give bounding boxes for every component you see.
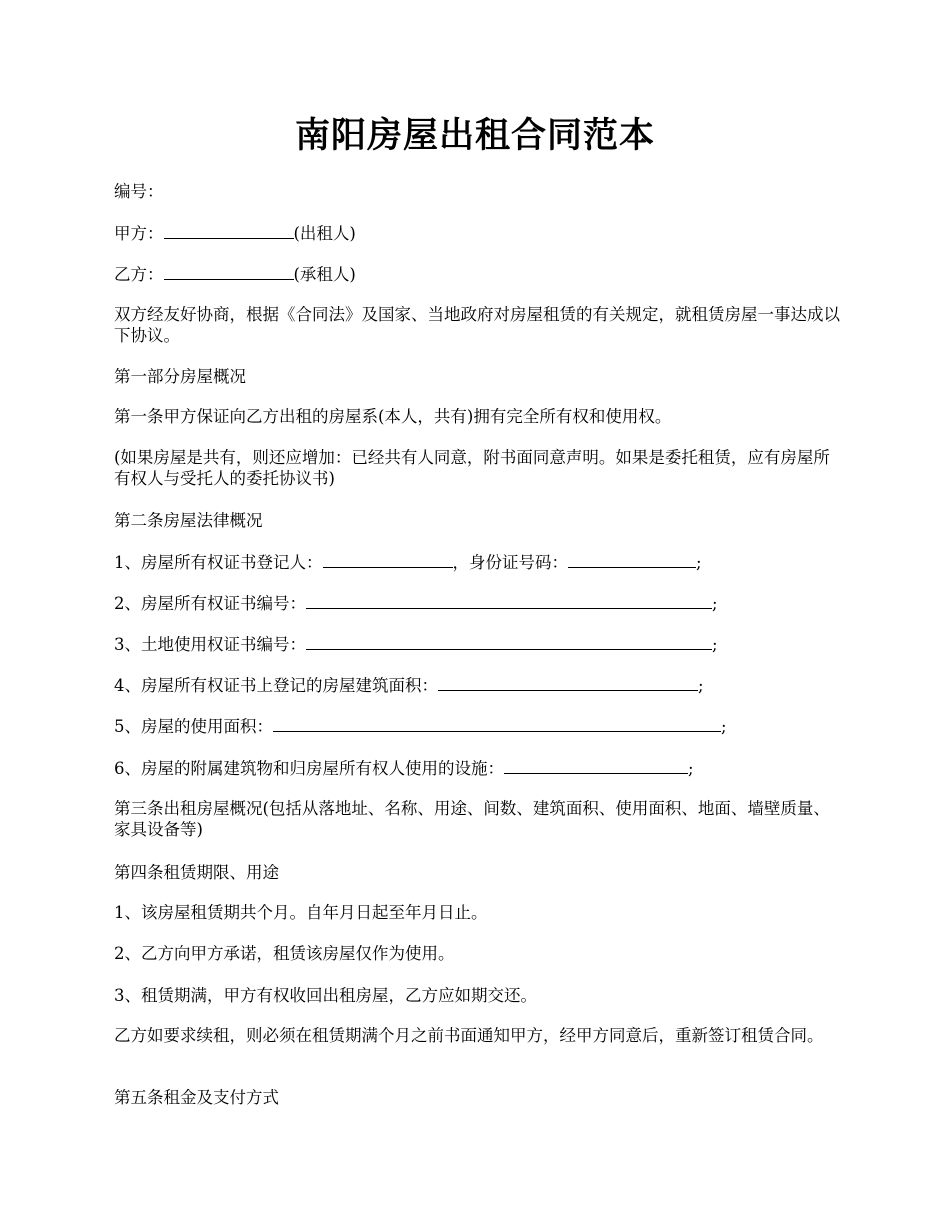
item2-blank xyxy=(306,592,712,609)
party-b-blank xyxy=(164,263,294,280)
item5-line xyxy=(114,715,844,737)
item3-label: 3、土地使用权证书编号： xyxy=(114,635,306,654)
article3: 第三条出租房屋概况(包括从落地址、名称、用途、间数、建筑面积、使用面积、地面、墙壁质量、家具设备等) xyxy=(114,799,830,839)
party-b-role: (承租人) xyxy=(293,265,356,284)
article4-heading: 第四条租赁期限、用途 xyxy=(114,863,279,882)
item1-id-blank xyxy=(568,551,696,568)
party-a-label: 甲方： xyxy=(114,224,164,243)
item2-semicolon: ; xyxy=(712,594,718,613)
item4-blank xyxy=(438,674,698,691)
article4-item1: 1、该房屋租赁期共个月。自年月日起至年月日止。 xyxy=(114,903,488,922)
article1: 第一条甲方保证向乙方出租的房屋系(本人，共有)拥有完全所有权和使用权。 xyxy=(114,407,672,426)
item6-blank xyxy=(504,757,688,774)
item5-semicolon: ; xyxy=(721,717,727,736)
item3-line xyxy=(114,633,844,655)
article4-item2: 2、乙方向甲方承诺，租赁该房屋仅作为使用。 xyxy=(114,944,455,963)
item4-line xyxy=(114,674,844,696)
item5-label: 5、房屋的使用面积： xyxy=(114,717,273,736)
item5-blank xyxy=(273,715,721,732)
intro-paragraph: 双方经友好协商，根据《合同法》及国家、当地政府对房屋租赁的有关规定，就租赁房屋一事达成以下协议。 xyxy=(114,305,840,345)
item2-line xyxy=(114,592,844,614)
item6-label: 6、房屋的附属建筑物和归房屋所有权人使用的设施： xyxy=(114,759,504,778)
part1-heading: 第一部分房屋概况 xyxy=(114,367,246,386)
item3-blank xyxy=(306,633,712,650)
article2-heading: 第二条房屋法律概况 xyxy=(114,511,263,530)
item6-line xyxy=(114,757,844,779)
item1-registrant-blank xyxy=(323,551,453,568)
item2-label: 2、房屋所有权证书编号： xyxy=(114,594,306,613)
item1-id-label: ，身份证号码： xyxy=(452,553,568,572)
article5-heading: 第五条租金及支付方式 xyxy=(114,1088,279,1107)
renewal-paragraph: 乙方如要求续租，则必须在租赁期满个月之前书面通知甲方，经甲方同意后，重新签订租赁合同。 xyxy=(114,1026,824,1045)
number-line xyxy=(114,181,844,202)
item4-label: 4、房屋所有权证书上登记的房屋建筑面积： xyxy=(114,676,438,695)
item6-semicolon: ; xyxy=(688,759,694,778)
article1-note: (如果房屋是共有，则还应增加：已经共有人同意，附书面同意声明。如果是委托租赁，应有房屋所有权人与受托人的委托协议书) xyxy=(114,448,830,488)
item3-semicolon: ; xyxy=(712,635,718,654)
article4-item3: 3、租赁期满，甲方有权收回出租房屋，乙方应如期交还。 xyxy=(114,986,537,1005)
party-b-label: 乙方： xyxy=(114,265,164,284)
party-a-blank xyxy=(164,222,294,239)
party-a-line xyxy=(114,222,844,244)
item1-line xyxy=(114,551,844,573)
item4-semicolon: ; xyxy=(698,676,704,695)
item1-label: 1、房屋所有权证书登记人： xyxy=(114,553,323,572)
number-label: 编号： xyxy=(114,182,164,201)
party-b-line xyxy=(114,263,844,285)
party-a-role: (出租人) xyxy=(293,224,356,243)
item1-semicolon: ; xyxy=(696,553,702,572)
document-title: 南阳房屋出租合同范本 xyxy=(294,115,655,156)
